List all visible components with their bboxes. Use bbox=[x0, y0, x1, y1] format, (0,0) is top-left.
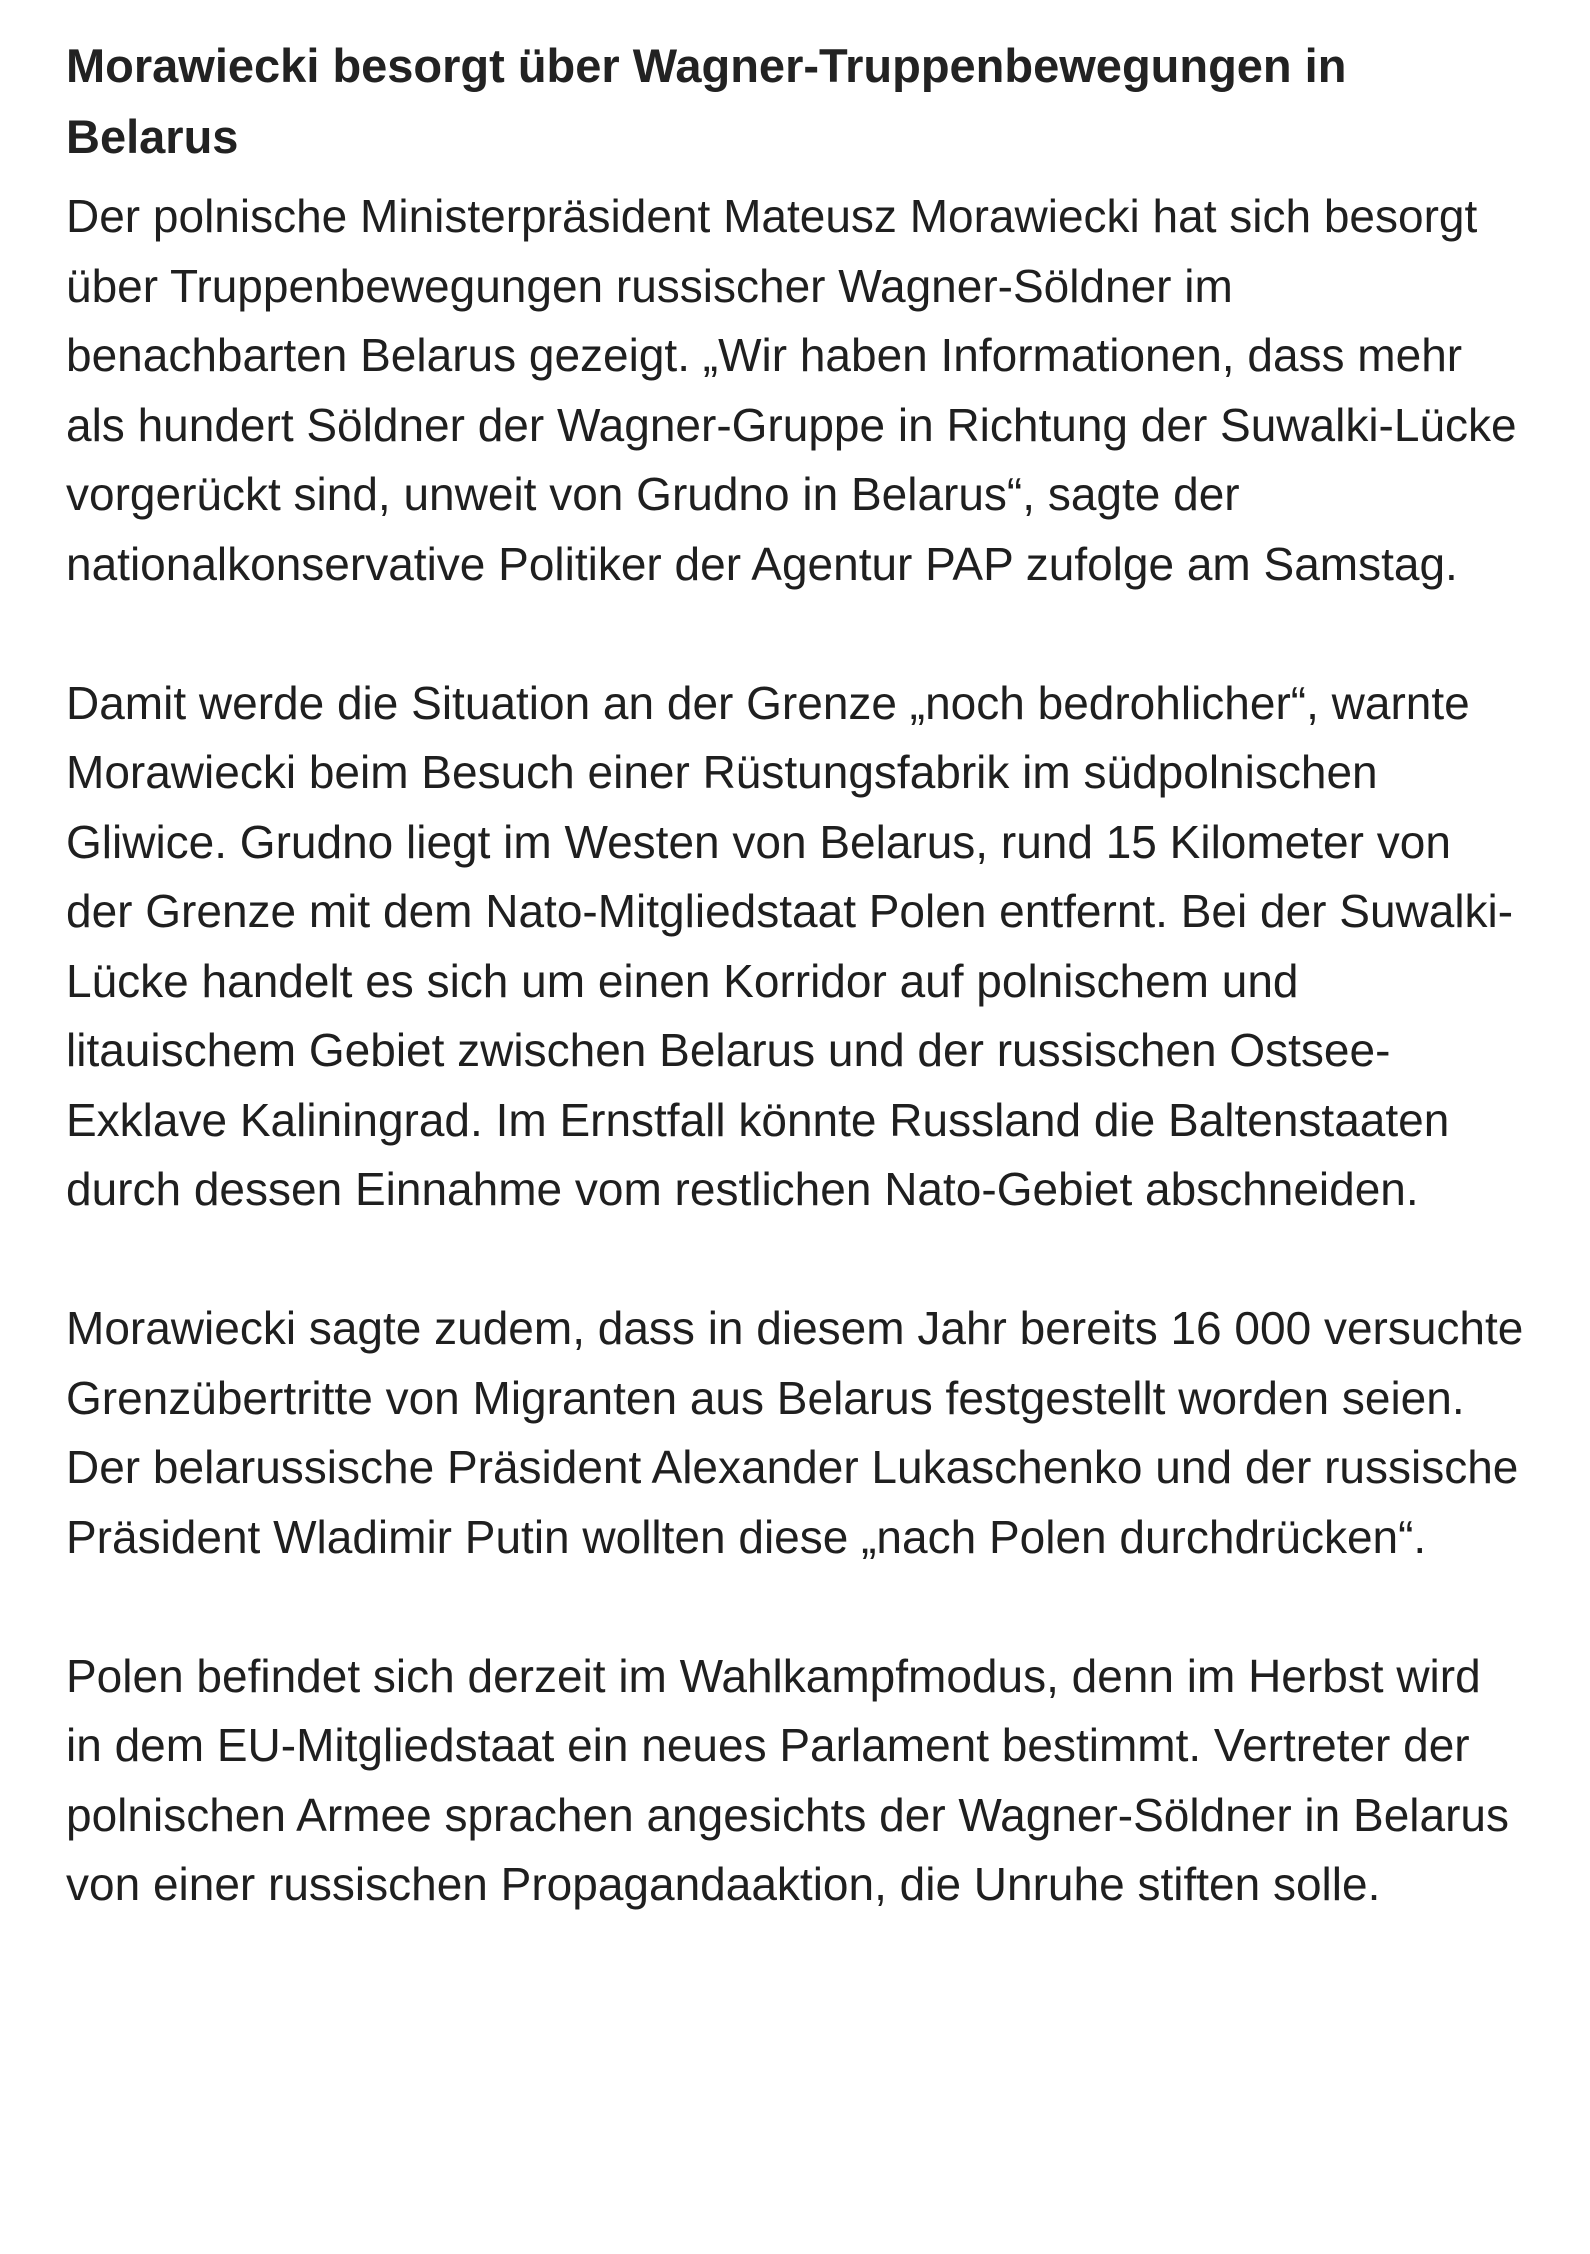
article-headline: Morawiecki besorgt über Wagner-Truppenbewegungen in Belarus bbox=[66, 39, 1347, 163]
article-paragraph-4: Polen befindet sich derzeit im Wahlkampfmodus, denn im Herbst wird in dem EU-Mitgliedstaat ein neues Parlament bestimmt. Vertreter der polnischen Armee sprachen angesichts der Wagner-Söldner in Belarus von einer russischen Propagandaaktion, die Unruhe stiften solle. bbox=[66, 1649, 1509, 1910]
article-paragraph-1: Der polnische Ministerpräsident Mateusz Morawiecki hat sich besorgt über Truppenbewegungen russischer Wagner-Söldner im benachbarten Belarus gezeigt. „Wir haben Informationen, dass mehr als hundert Söldner der Wagner-Gruppe in Richtung der Suwalki-Lücke vorgerückt sind, unweit von Grudno in Belarus“, sagte der nationalkonservative Politiker der Agentur PAP zufolge am Samstag. bbox=[66, 190, 1517, 590]
article-paragraph-2: Damit werde die Situation an der Grenze „noch bedrohlicher“, warnte Morawiecki beim Besuch einer Rüstungsfabrik im südpolnischen Gliwice. Grudno liegt im Westen von Belarus, rund 15 Kilometer von der Grenze mit dem Nato-Mitgliedstaat Polen entfernt. Bei der Suwalki-Lücke handelt es sich um einen Korridor auf polnischem und litauischem Gebiet zwischen Belarus und der russischen Ostsee-Exklave Kaliningrad. Im Ernstfall könnte Russland die Baltenstaaten durch dessen Einnahme vom restlichen Nato-Gebiet abschneiden. bbox=[66, 676, 1514, 1215]
article-paragraph-3: Morawiecki sagte zudem, dass in diesem Jahr bereits 16 000 versuchte Grenzübertritte von Migranten aus Belarus festgestellt worden seien. Der belarussische Präsident Alexander Lukaschenko und der russische Präsident Wladimir Putin wollten diese „nach Polen durchdrücken“. bbox=[66, 1302, 1524, 1563]
